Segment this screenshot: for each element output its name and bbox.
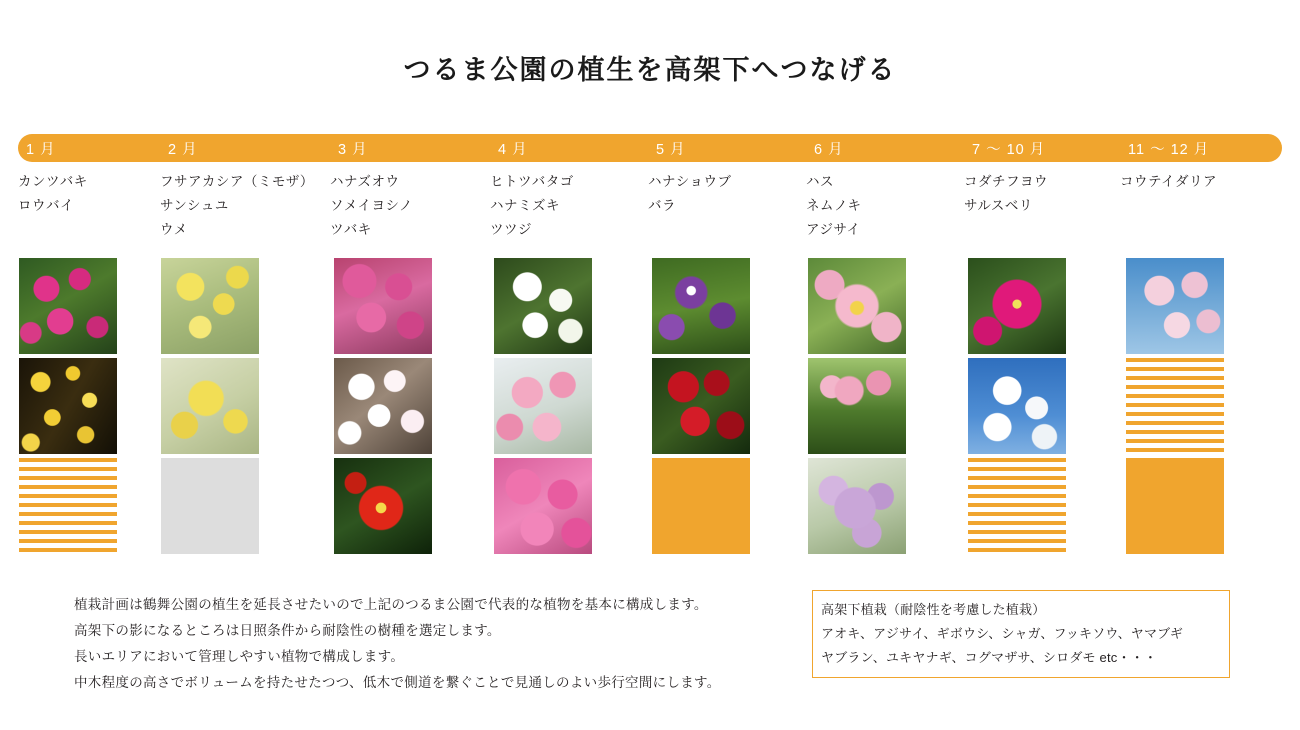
plant-name: ロウバイ [18, 198, 74, 213]
plant-name: ツツジ [490, 222, 532, 237]
flower-image [19, 358, 117, 454]
plant-name: バラ [648, 198, 676, 213]
plant-name: ソメイヨシノ [330, 198, 413, 213]
photo-column-6 [808, 258, 906, 554]
flower-image [161, 358, 259, 454]
plant-name: コウテイダリア [1120, 174, 1218, 189]
flower-image [808, 458, 906, 554]
photo-hanazuou [334, 258, 432, 354]
plant-name: ハナズオウ [330, 174, 400, 189]
flower-image [968, 358, 1066, 454]
filler-stripe [19, 458, 117, 554]
note-line-2: 高架下の影になるところは日照条件から耐陰性の樹種を選定します。 [74, 623, 501, 638]
photo-bara [652, 358, 750, 454]
photo-hitotsubatago [494, 258, 592, 354]
month-label-2: 2 月 [168, 142, 198, 158]
photo-ume [161, 458, 259, 554]
photo-tsubaki [334, 458, 432, 554]
month-label-1: 1 月 [26, 142, 56, 158]
plant-column-7 [964, 170, 1116, 218]
flower-image [652, 358, 750, 454]
plant-name: ハス [806, 174, 834, 189]
plant-name: サンシュユ [160, 198, 229, 213]
plant-name: コダチフヨウ [964, 174, 1048, 189]
filler-stripe [1126, 358, 1224, 454]
shade-planting-heading: 高架下植栽（耐陰性を考慮した植栽） [821, 602, 1046, 617]
plant-column-2 [160, 170, 312, 242]
notes-block [74, 592, 794, 696]
flower-image [968, 258, 1066, 354]
flower-image [19, 258, 117, 354]
note-line-3: 長いエリアにおいて管理しやすい植物で構成します。 [74, 649, 405, 664]
shade-planting-box [812, 590, 1230, 678]
flower-image [1126, 258, 1224, 354]
shade-planting-line-2: ヤブラン、ユキヤナギ、コグマザサ、シロダモ etc・・・ [821, 650, 1158, 665]
flower-image [334, 358, 432, 454]
month-label-6: 6 月 [814, 142, 844, 158]
photo-tsutsuji [494, 458, 592, 554]
photo-kouteidahlia [1126, 258, 1224, 354]
month-label-7: 7 〜 10 月 [972, 142, 1046, 158]
plant-column-6 [806, 170, 958, 242]
filler-solid [1126, 458, 1224, 554]
flower-image [494, 258, 592, 354]
flower-image [652, 258, 750, 354]
note-line-4: 中木程度の高さでボリュームを持たせたつつ、低木で側道を繋ぐことで見通しのよい歩行空間にします。 [74, 675, 721, 690]
flower-image [494, 458, 592, 554]
photo-kodachifuyou [968, 258, 1066, 354]
flower-image [161, 258, 259, 354]
photo-roubai [19, 358, 117, 454]
plant-column-4 [490, 170, 642, 242]
plant-column-5 [648, 170, 800, 218]
plant-name: サルスベリ [964, 198, 1033, 213]
photo-column-4 [494, 258, 592, 554]
photo-ajisai [808, 458, 906, 554]
photo-column-3 [334, 258, 432, 554]
flower-image [334, 258, 432, 354]
plant-name: アジサイ [806, 222, 861, 237]
photo-sanshuyu [161, 358, 259, 454]
plant-name: ヒトツバタゴ [490, 174, 574, 189]
month-header-bar [18, 134, 1282, 162]
plant-column-1 [18, 170, 170, 218]
photo-someiyoshino [334, 358, 432, 454]
filler-stripe [968, 458, 1066, 554]
plant-name: ネムノキ [806, 198, 862, 213]
photo-column-1 [19, 258, 117, 554]
plant-name: ハナショウブ [648, 174, 732, 189]
page-title: つるま公園の植生を高架下へつなげる [403, 55, 897, 85]
flower-image [494, 358, 592, 454]
filler-solid [652, 458, 750, 554]
plant-name: カンツバキ [18, 174, 88, 189]
plant-column-3 [330, 170, 482, 242]
photo-hasu [808, 258, 906, 354]
photo-sarusuberi [968, 358, 1066, 454]
flower-image [808, 358, 906, 454]
plant-name: フサアカシア（ミモザ） [160, 174, 314, 189]
plant-name: ウメ [160, 222, 188, 237]
photo-column-5 [652, 258, 750, 554]
photo-hanamizuki [494, 358, 592, 454]
plant-name: ハナミズキ [490, 198, 560, 213]
shade-planting-line-1: アオキ、アジサイ、ギボウシ、シャガ、フッキソウ、ヤマブギ [821, 626, 1184, 641]
photo-column-8 [1126, 258, 1224, 554]
photo-nemunoki [808, 358, 906, 454]
plant-column-8 [1120, 170, 1272, 194]
photo-mimosa [161, 258, 259, 354]
flower-image [161, 458, 259, 554]
plant-name: ツバキ [330, 222, 372, 237]
photo-column-2 [161, 258, 259, 554]
flower-image [808, 258, 906, 354]
month-label-5: 5 月 [656, 142, 686, 158]
photo-hanashoubu [652, 258, 750, 354]
flower-image [334, 458, 432, 554]
photo-column-7 [968, 258, 1066, 554]
note-line-1: 植栽計画は鶴舞公園の植生を延長させたいので上記のつるま公園で代表的な植物を基本に構成します。 [74, 597, 708, 612]
month-label-3: 3 月 [338, 142, 368, 158]
photo-kantsubaki [19, 258, 117, 354]
month-label-8: 11 〜 12 月 [1128, 142, 1210, 158]
month-label-4: 4 月 [498, 142, 528, 158]
